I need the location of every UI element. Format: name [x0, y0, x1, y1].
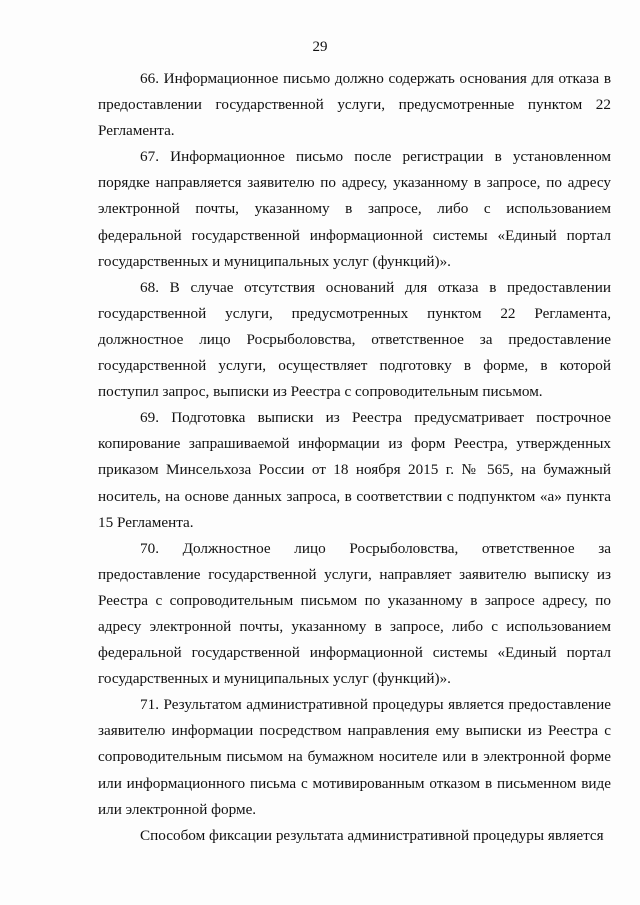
paragraph-69: 69. Подготовка выписки из Реестра предусматривает построчное копирование запрашиваемой информации из форм Реестра, утвержденных приказом Минсельхоза России от 18 ноября 2015 г. № 565, на бумажный носитель, на основе данных запроса, в соответствии с подпунктом «а» пункта 15 Регламента. — [98, 409, 611, 531]
paragraph-68: 68. В случае отсутствия оснований для отказа в предоставлении государственной услуги, предусмотренных пунктом 22 Регламента, должностное лицо Росрыболовства, ответственное за предоставление государственной услуги, осуществляет подготовку в форме, в которой поступил запрос, выписки из Реестра с сопроводительным письмом. — [98, 278, 611, 401]
paragraph-66: 66. Информационное письмо должно содержать основания для отказа в предоставлении государственной услуги, предусмотренные пунктом 22 Регламента. — [98, 70, 611, 140]
document-body — [98, 66, 611, 849]
paragraph-67: 67. Информационное письмо после регистрации в установленном порядке направляется заявителю по адресу, указанному в запросе, по адресу электронной почты, указанному в запросе, либо с использованием федеральной государственной информационной системы «Единый портал государственных и муниципальных услуг (функций)». — [98, 148, 611, 270]
paragraph-71: 71. Результатом административной процедуры является предоставление заявителю информации посредством направления ему выписки из Реестра с сопроводительным письмом на бумажном носителе или в электронной форме или информационного письма с мотивированным отказом в письменном виде или электронной форме. — [98, 696, 611, 818]
paragraph-fixation: Способом фиксации результата административной процедуры является — [140, 826, 604, 844]
page-number: 29 — [312, 39, 328, 55]
paragraph-70: 70. Должностное лицо Росрыболовства, ответственное за предоставление государственной услуги, направляет заявителю выписку из Реестра с сопроводительным письмом по указанному в запросе адресу, по адресу электронной почты, указанному в запросе, либо с использованием федеральной государственной информационной системы «Единый портал государственных и муниципальных услуг (функций)». — [98, 539, 611, 688]
